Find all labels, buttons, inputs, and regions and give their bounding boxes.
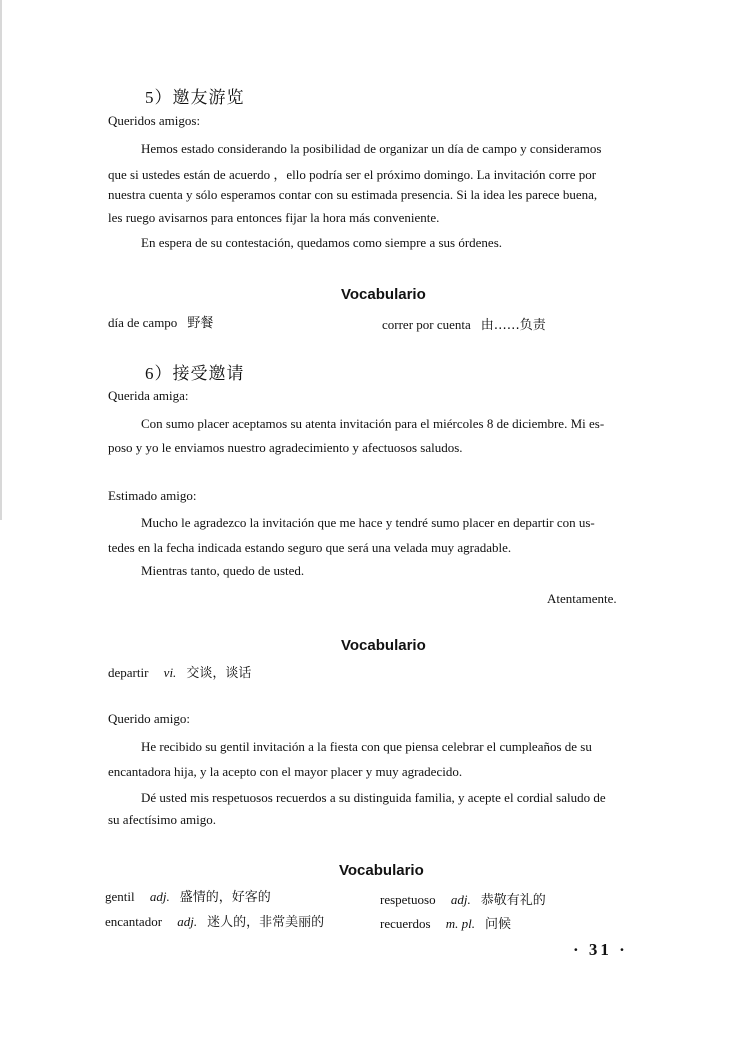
letter2-line: Mientras tanto, quedo de usted. bbox=[141, 563, 305, 578]
sec5-paragraph-line: En espera de su contestación, quedamos como siempre a sus órdenes. bbox=[141, 235, 503, 250]
sec5-paragraph-line: Hemos estado considerando la posibilidad de organizar un día de campo y consideramos bbox=[141, 141, 602, 156]
sec5-paragraph-line: que si ustedes están de acuerdo ，ello podría ser el próximo domingo. La invitación corre por bbox=[108, 167, 597, 182]
vocab-entry bbox=[380, 889, 546, 908]
letter3-line: su afectísimo amigo. bbox=[108, 812, 216, 827]
letter3-line: encantadora hija, y la acepto con el mayor placer y muy agradecido. bbox=[108, 764, 463, 779]
page-edge-shadow bbox=[0, 0, 2, 520]
greeting-estimado-amigo: Estimado amigo: bbox=[108, 488, 197, 503]
vocab-term: respetuoso bbox=[380, 892, 436, 907]
greeting-querida-amiga: Querida amiga: bbox=[108, 388, 189, 403]
section-5-title: 5）邀友游览 bbox=[145, 88, 245, 107]
vocab-translation: 交谈，谈话 bbox=[186, 666, 252, 681]
vocab-part-of-speech: vi. bbox=[163, 665, 177, 680]
vocab-part-of-speech: adj. bbox=[450, 892, 471, 907]
vocab-translation: 盛情的，好客的 bbox=[179, 890, 271, 905]
letter3-line: Dé usted mis respetuosos recuerdos a su distinguida familia, y acepte el cordial saludo de bbox=[141, 790, 606, 805]
vocab-part-of-speech: adj. bbox=[149, 889, 170, 904]
vocab-term: día de campo bbox=[108, 315, 178, 330]
vocab-translation: 问候 bbox=[485, 917, 512, 932]
vocab-entry bbox=[380, 913, 511, 932]
vocab-translation: 恭敬有礼的 bbox=[480, 893, 546, 908]
vocab-entry bbox=[108, 312, 213, 331]
vocab-translation: 野餐 bbox=[187, 316, 214, 331]
vocab-translation: 由……负责 bbox=[480, 318, 546, 333]
vocab-term: recuerdos bbox=[380, 916, 431, 931]
letter1-line: poso y yo le enviamos nuestro agradecimiento y afectuosos saludos. bbox=[108, 440, 463, 455]
vocab-entry bbox=[105, 886, 271, 905]
vocabulary-heading: Vocabulario bbox=[341, 637, 426, 654]
greeting-querido-amigo: Querido amigo: bbox=[108, 711, 190, 726]
vocab-term: departir bbox=[108, 665, 149, 680]
vocab-part-of-speech: m. pl. bbox=[445, 916, 476, 931]
vocab-entry bbox=[105, 911, 324, 930]
vocab-part-of-speech: adj. bbox=[177, 914, 198, 929]
letter3-line: He recibido su gentil invitación a la fiesta con que piensa celebrar el cumpleaños de su bbox=[141, 739, 592, 754]
greeting-queridos-amigos: Queridos amigos: bbox=[108, 113, 201, 128]
vocabulary-heading: Vocabulario bbox=[339, 862, 424, 879]
vocab-translation: 迷人的，非常美丽的 bbox=[207, 915, 325, 930]
vocab-entry bbox=[108, 662, 251, 681]
letter2-line: tedes en la fecha indicada estando seguro que será una velada muy agradable. bbox=[108, 540, 512, 555]
sec5-paragraph-line: nuestra cuenta y sólo esperamos contar con su estimada presencia. Si la idea les parece buena, bbox=[108, 187, 598, 202]
vocab-term: correr por cuenta bbox=[382, 317, 471, 332]
closing-atentamente: Atentamente. bbox=[547, 591, 617, 606]
letter1-line: Con sumo placer aceptamos su atenta invitación para el miércoles 8 de diciembre. Mi es- bbox=[141, 416, 605, 431]
section-6-title: 6）接受邀请 bbox=[145, 364, 245, 383]
vocab-term: encantador bbox=[105, 914, 163, 929]
vocab-term: gentil bbox=[105, 889, 135, 904]
letter2-line: Mucho le agradezco la invitación que me hace y tendré sumo placer en departir con us- bbox=[141, 515, 595, 530]
vocabulary-heading: Vocabulario bbox=[341, 286, 426, 303]
sec5-paragraph-line: les ruego avisarnos para entonces fijar la hora más conveniente. bbox=[108, 210, 440, 225]
vocab-entry bbox=[382, 314, 546, 333]
page-number: · 31 · bbox=[573, 940, 628, 959]
